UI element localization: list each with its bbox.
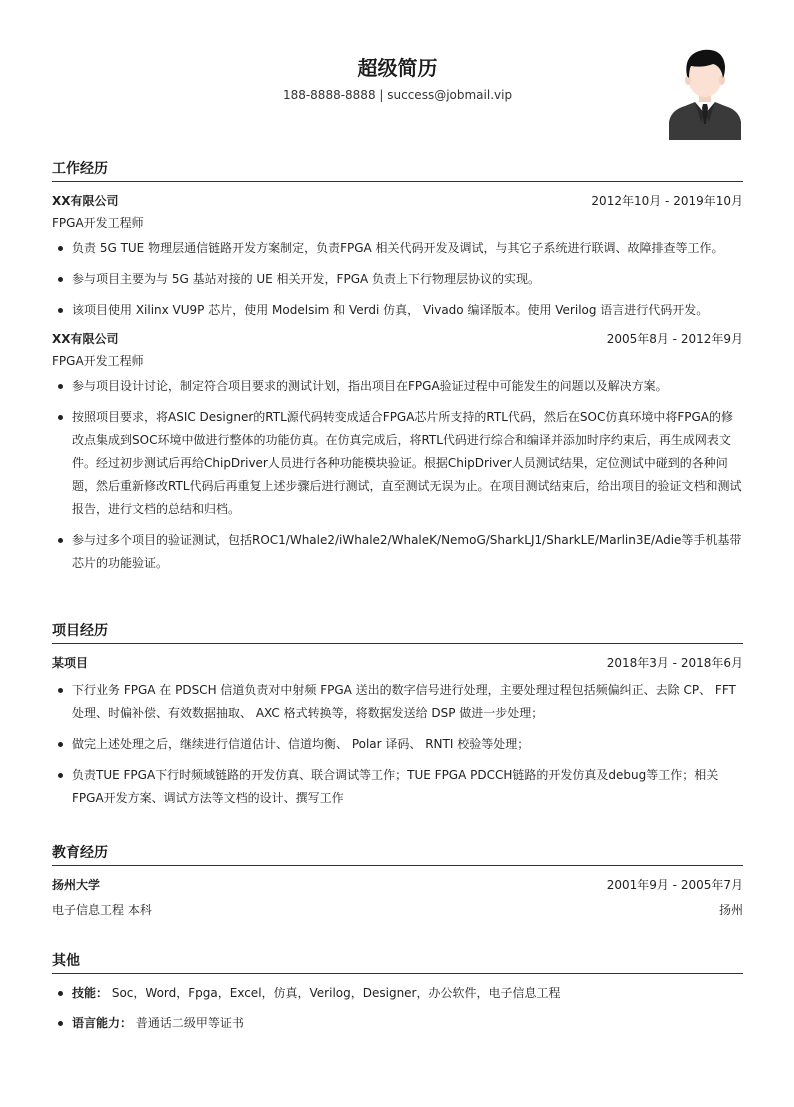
project-date: 2018年3月 - 2018年6月 [606, 656, 743, 670]
section-title-education: 教育经历 [52, 842, 743, 866]
resume-page [52, 0, 743, 1030]
company-name: XX有限公司 [52, 332, 119, 346]
project-bullets [52, 679, 743, 810]
work-entry-head [52, 190, 743, 212]
list-item: 负责TUE FPGA下行时频域链路的开发仿真、联合调试等工作；TUE FPGA PDCCH链路的开发仿真及debug等工作；相关FPGA开发方案、调试方法等文档的设计、撰写工作 [52, 764, 743, 810]
list-item: 做完上述处理之后，继续进行信道估计、信道均衡、 Polar 译码、 RNTI 校验等处理； [52, 733, 743, 756]
list-item: 参与过多个项目的验证测试，包括ROC1/Whale2/iWhale2/WhaleK/NemoG/SharkLJ1/SharkLE/Marlin3E/Adie等手机基带芯片的功能验证。 [52, 529, 743, 575]
list-item [52, 1012, 743, 1035]
list-item: 参与项目设计讨论，制定符合项目要求的测试计划，指出项目在FPGA验证过程中可能发生的问题以及解决方案。 [52, 375, 743, 398]
job-title: FPGA开发工程师 [52, 354, 144, 368]
contact-info: 188-8888-8888 | success@jobmail.vip [282, 88, 513, 102]
list-item [52, 982, 743, 1005]
education-location: 扬州 [718, 903, 743, 917]
list-item: 下行业务 FPGA 在 PDSCH 信道负责对中射频 FPGA 送出的数字信号进行处理，主要处理过程包括频偏纠正、去除 CP、 FFT处理、时偏补偿、有效数据抽取、 AXC 格式转换等，将数据发送给 DSP 做进一步处理； [52, 679, 743, 725]
list-item: 该项目使用 Xilinx VU9P 芯片，使用 Modelsim 和 Verdi 仿真， Vivado 编译版本。使用 Verilog 语言进行代码开发。 [52, 299, 743, 322]
education-section [52, 842, 743, 921]
job-title: FPGA开发工程师 [52, 216, 144, 230]
language-value: 普通话二级甲等证书 [135, 1016, 244, 1030]
project-name: 某项目 [52, 656, 89, 670]
resume-header [52, 0, 743, 150]
work-section [52, 158, 743, 575]
resume-name: 超级简历 [357, 56, 438, 80]
section-title-projects: 项目经历 [52, 620, 743, 644]
education-date: 2001年9月 - 2005年7月 [606, 878, 743, 892]
list-item: 负责 5G TUE 物理层通信链路开发方案制定，负责FPGA 相关代码开发及调试，与其它子系统进行联调、故障排查等工作。 [52, 237, 743, 260]
education-major: 电子信息工程 本科 [52, 903, 152, 917]
list-item: 按照项目要求，将ASIC Designer的RTL源代码转变成适合FPGA芯片所支持的RTL代码，然后在SOC仿真环境中将FPGA的修改点集成到SOC环境中做进行整体的功能仿真。在仿真完成后，将RTL代码进行综合和编译并添加时序约束后，再生成网表文件。经过初步测试后再给ChipDriver人员进行各种功能模块验证。根据ChipDriver人员测试结果，定位测试中碰到的各种问题，然后重新修改RTL代码后再重复上述步骤后进行测试，直至测试无误为止。在项目测试结束后，给出项目的验证文档和测试报告，进行文档的总结和归档。 [52, 406, 743, 521]
skills-value: Soc，Word，Fpga，Excel，仿真，Verilog，Designer，办公软件，电子信息工程 [111, 986, 561, 1000]
project-section [52, 620, 743, 810]
work-entry-head [52, 328, 743, 350]
education-entry-head [52, 874, 743, 896]
list-item: 参与项目主要为与 5G 基站对接的 UE 相关开发，FPGA 负责上下行物理层协议的实现。 [52, 268, 743, 291]
project-entry-head [52, 652, 743, 674]
work-bullets [52, 237, 743, 322]
section-title-other: 其他 [52, 950, 743, 974]
other-bullets [52, 982, 743, 1035]
education-detail-row [52, 899, 743, 921]
user-avatar-icon [669, 44, 741, 140]
language-label: 语言能力： [72, 1016, 133, 1030]
work-date: 2012年10月 - 2019年10月 [591, 194, 743, 208]
work-bullets [52, 375, 743, 575]
other-section [52, 950, 743, 1035]
skills-label: 技能： [72, 986, 109, 1000]
work-date: 2005年8月 - 2012年9月 [606, 332, 743, 346]
section-title-work: 工作经历 [52, 158, 743, 182]
company-name: XX有限公司 [52, 194, 119, 208]
school-name: 扬州大学 [52, 878, 101, 892]
